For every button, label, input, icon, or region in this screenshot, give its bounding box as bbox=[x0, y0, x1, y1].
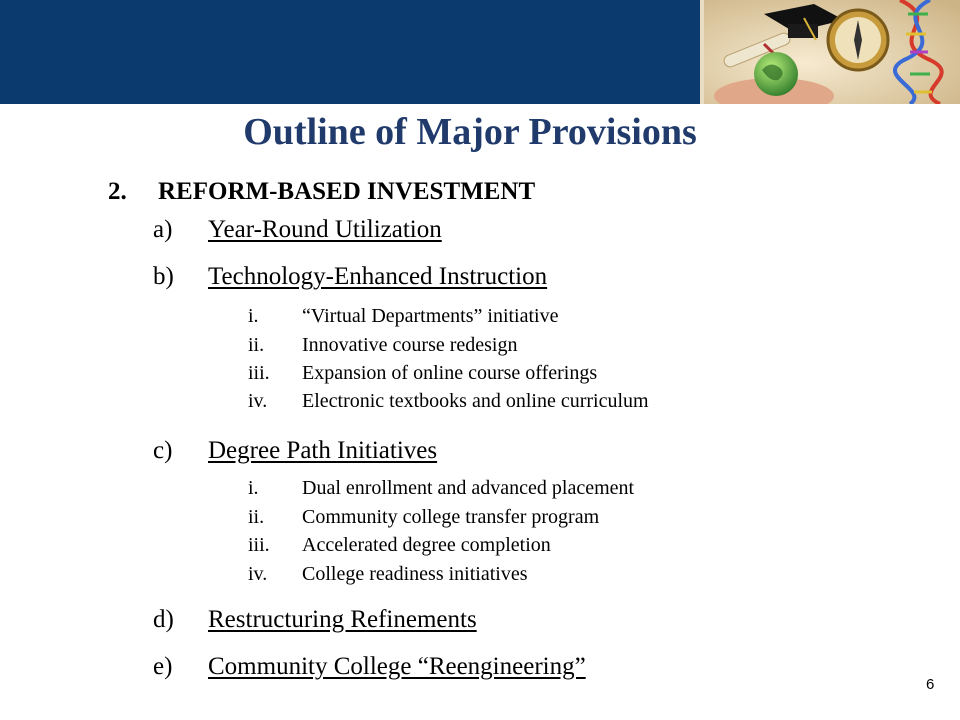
item-label: Degree Path Initiatives bbox=[208, 437, 438, 464]
subitem-label: Innovative course redesign bbox=[302, 334, 518, 356]
item-marker: e) bbox=[153, 653, 173, 680]
subitem-marker: i. bbox=[248, 305, 259, 327]
subitem-label: Accelerated degree completion bbox=[302, 534, 551, 556]
outline-item-a bbox=[153, 216, 442, 244]
subitem-c-i bbox=[248, 477, 634, 500]
page-number: 6 bbox=[926, 676, 935, 693]
compass-icon bbox=[828, 10, 888, 70]
subitem-marker: ii. bbox=[248, 506, 265, 528]
section-title: REFORM-BASED INVESTMENT bbox=[158, 178, 536, 205]
item-label: Technology-Enhanced Instruction bbox=[208, 263, 548, 290]
subitem-label: Electronic textbooks and online curriculum bbox=[302, 390, 649, 412]
subitem-marker: iv. bbox=[248, 390, 268, 412]
subitem-b-iii bbox=[248, 362, 597, 385]
slide-title: Outline of Major Provisions bbox=[243, 111, 697, 153]
subitem-b-iv bbox=[248, 390, 649, 413]
item-marker: d) bbox=[153, 606, 174, 633]
item-marker: c) bbox=[153, 437, 173, 464]
subitem-label: College readiness initiatives bbox=[302, 563, 528, 585]
section-heading bbox=[108, 178, 535, 206]
subitem-c-iii bbox=[248, 534, 551, 557]
subitem-label: Dual enrollment and advanced placement bbox=[302, 477, 635, 499]
outline-item-e bbox=[153, 653, 586, 681]
subitem-label: Expansion of online course offerings bbox=[302, 362, 598, 384]
header-banner bbox=[0, 0, 700, 104]
outline-item-b bbox=[153, 263, 547, 291]
item-label: Community College “Reengineering” bbox=[208, 653, 586, 680]
header-illustration bbox=[704, 0, 960, 104]
item-marker: b) bbox=[153, 263, 174, 290]
outline-item-c bbox=[153, 437, 437, 465]
subitem-c-ii bbox=[248, 506, 599, 529]
subitem-label: Community college transfer program bbox=[302, 506, 600, 528]
subitem-marker: iii. bbox=[248, 534, 270, 556]
item-label: Restructuring Refinements bbox=[208, 606, 477, 633]
subitem-c-iv bbox=[248, 563, 528, 586]
subitem-marker: iv. bbox=[248, 563, 268, 585]
subitem-label: “Virtual Departments” initiative bbox=[302, 305, 559, 327]
subitem-marker: i. bbox=[248, 477, 259, 499]
header-illustration-svg bbox=[704, 0, 960, 104]
item-label: Year-Round Utilization bbox=[208, 216, 442, 243]
outline-item-d bbox=[153, 606, 477, 634]
subitem-marker: ii. bbox=[248, 334, 265, 356]
subitem-b-ii bbox=[248, 334, 517, 357]
section-number: 2. bbox=[108, 178, 127, 205]
item-marker: a) bbox=[153, 216, 173, 243]
subitem-b-i bbox=[248, 305, 558, 328]
subitem-marker: iii. bbox=[248, 362, 270, 384]
